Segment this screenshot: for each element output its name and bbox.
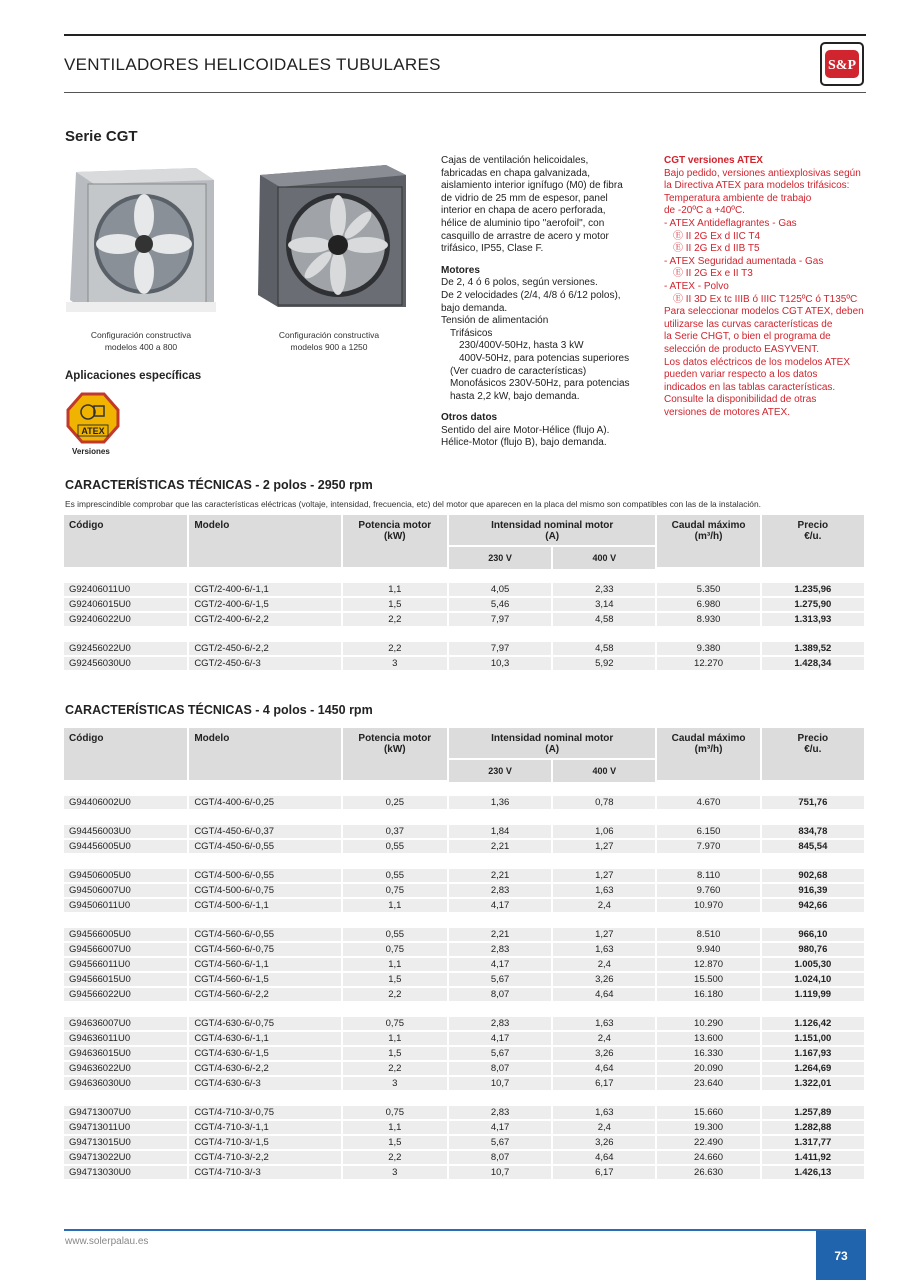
cell-400v: 1,06 <box>553 825 657 840</box>
cell-potencia: 0,55 <box>343 928 449 943</box>
cell-caudal: 24.660 <box>657 1151 761 1166</box>
cell-caudal: 20.090 <box>657 1062 761 1077</box>
spec-table-2-polos <box>64 515 866 672</box>
cell-400v: 6,17 <box>553 1166 657 1181</box>
cell-caudal: 8.510 <box>657 928 761 943</box>
cell-230v: 10,7 <box>449 1077 553 1092</box>
table-row <box>64 613 866 628</box>
cell-precio: 1.313,93 <box>762 613 866 628</box>
desc-line: trifásico, IP55, Clase F. <box>441 243 544 255</box>
cell-400v: 3,26 <box>553 1047 657 1062</box>
table-row <box>64 1106 866 1121</box>
cell-modelo: CGT/2-400-6/-2,2 <box>189 613 342 628</box>
table-row <box>64 796 866 811</box>
cell-230v: 10,3 <box>449 657 553 672</box>
col-potencia: Potencia motor (kW) <box>343 515 449 569</box>
cell-modelo: CGT/4-710-3/-0,75 <box>189 1106 342 1121</box>
cell-230v: 10,7 <box>449 1166 553 1181</box>
motores-line: 230/400V-50Hz, hasta 3 kW <box>459 340 584 352</box>
cell-230v: 4,17 <box>449 958 553 973</box>
cell-caudal: 8.110 <box>657 869 761 884</box>
cell-codigo: G94566022U0 <box>64 988 189 1003</box>
cell-230v: 2,21 <box>449 928 553 943</box>
cell-modelo: CGT/4-710-3/-1,1 <box>189 1121 342 1136</box>
table-row <box>64 899 866 914</box>
desc-line: Cajas de ventilación helicoidales, <box>441 155 589 166</box>
cell-modelo: CGT/4-560-6/-1,1 <box>189 958 342 973</box>
cell-modelo: CGT/4-500-6/-1,1 <box>189 899 342 914</box>
cell-230v: 8,07 <box>449 1151 553 1166</box>
cell-codigo: G94566015U0 <box>64 973 189 988</box>
cell-caudal: 26.630 <box>657 1166 761 1181</box>
cell-caudal: 22.490 <box>657 1136 761 1151</box>
cell-230v: 5,46 <box>449 598 553 613</box>
header-rule <box>64 92 866 93</box>
section2-title: CARACTERÍSTICAS TÉCNICAS - 4 polos - 1450 rpm <box>65 703 373 717</box>
cell-modelo: CGT/4-560-6/-0,55 <box>189 928 342 943</box>
cell-modelo: CGT/2-400-6/-1,1 <box>189 583 342 598</box>
cell-potencia: 2,2 <box>343 613 449 628</box>
cell-potencia: 0,25 <box>343 796 449 811</box>
table-row <box>64 958 866 973</box>
cell-caudal: 16.330 <box>657 1047 761 1062</box>
desc-line: de vidrio de 25 mm de espesor, panel <box>441 192 608 204</box>
table-row <box>64 825 866 840</box>
cell-precio: 1.151,00 <box>762 1032 866 1047</box>
cell-precio: 1.282,88 <box>762 1121 866 1136</box>
atex-line: Los datos eléctricos de los modelos ATEX <box>664 356 851 368</box>
motores-line: bajo demanda. <box>441 302 508 314</box>
cell-potencia: 3 <box>343 1166 449 1181</box>
cell-modelo: CGT/4-630-6/-1,5 <box>189 1047 342 1062</box>
cell-precio: 1.024,10 <box>762 973 866 988</box>
col-codigo: Código <box>64 515 189 569</box>
cell-modelo: CGT/4-710-3/-3 <box>189 1166 342 1181</box>
table-row <box>64 1047 866 1062</box>
atex-line: utilizarse las curvas características de <box>664 318 833 330</box>
cell-codigo: G94566011U0 <box>64 958 189 973</box>
cell-caudal: 4.670 <box>657 796 761 811</box>
table-row <box>64 583 866 598</box>
cell-potencia: 0,75 <box>343 943 449 958</box>
table-row <box>64 928 866 943</box>
cell-modelo: CGT/4-630-6/-2,2 <box>189 1062 342 1077</box>
cell-codigo: G94456005U0 <box>64 840 189 855</box>
cell-codigo: G94636022U0 <box>64 1062 189 1077</box>
cell-codigo: G94506005U0 <box>64 869 189 884</box>
col-modelo: Modelo <box>189 515 342 569</box>
cell-potencia: 0,37 <box>343 825 449 840</box>
compatibility-note: Es imprescindible comprobar que las características eléctricas (voltaje, intensidad, frecuencia, etc) del motor que aparecen en la placa del mismo son compatibles con las de la instalación. <box>65 499 761 509</box>
cell-codigo: G94713007U0 <box>64 1106 189 1121</box>
atex-line: Ⓔ II 2G Ex e II T3 <box>673 268 753 280</box>
page-number: 73 <box>816 1231 866 1280</box>
cell-modelo: CGT/4-500-6/-0,75 <box>189 884 342 899</box>
versiones-label: Versiones <box>72 447 110 456</box>
table-row <box>64 973 866 988</box>
cell-400v: 4,58 <box>553 642 657 657</box>
cell-230v: 4,17 <box>449 899 553 914</box>
atex-line: Para seleccionar modelos CGT ATEX, deben <box>664 306 864 318</box>
atex-line: la Serie CHGT, o bien el programa de <box>664 331 831 343</box>
cell-codigo: G92406015U0 <box>64 598 189 613</box>
cell-400v: 4,64 <box>553 988 657 1003</box>
cell-codigo: G94506011U0 <box>64 899 189 914</box>
motores-line: De 2 velocidades (2/4, 4/8 ó 6/12 polos), <box>441 289 621 301</box>
cell-precio: 1.411,92 <box>762 1151 866 1166</box>
cell-caudal: 12.870 <box>657 958 761 973</box>
cell-230v: 2,21 <box>449 869 553 884</box>
cell-230v: 7,97 <box>449 642 553 657</box>
atex-title: CGT versiones ATEX <box>664 155 763 166</box>
footer-url[interactable]: www.solerpalau.es <box>65 1236 149 1247</box>
col-intensidad: Intensidad nominal motor (A) <box>449 728 658 760</box>
cell-precio: 1.005,30 <box>762 958 866 973</box>
otros-title: Otros datos <box>441 412 498 424</box>
cell-caudal: 16.180 <box>657 988 761 1003</box>
cell-caudal: 13.600 <box>657 1032 761 1047</box>
table-row <box>64 1121 866 1136</box>
col-230v: 230 V <box>449 547 553 569</box>
cell-modelo: CGT/4-710-3/-1,5 <box>189 1136 342 1151</box>
table-row <box>64 1062 866 1077</box>
motores-line: hasta 2,2 kW, bajo demanda. <box>450 390 580 402</box>
cell-caudal: 6.980 <box>657 598 761 613</box>
logo-text: S&P <box>828 58 856 73</box>
cell-230v: 4,05 <box>449 583 553 598</box>
cell-400v: 2,33 <box>553 583 657 598</box>
cell-precio: 1.428,34 <box>762 657 866 672</box>
desc-line: hélice de aluminio tipo "aerofoil", con <box>441 217 605 229</box>
desc-line: fabricadas en chapa galvanizada, <box>441 167 590 179</box>
cell-precio: 1.317,77 <box>762 1136 866 1151</box>
applications-title: Aplicaciones específicas <box>65 370 202 382</box>
cell-precio: 980,76 <box>762 943 866 958</box>
table-row <box>64 1077 866 1092</box>
cell-codigo: G94456003U0 <box>64 825 189 840</box>
cell-precio: 902,68 <box>762 869 866 884</box>
motores-title: Motores <box>441 264 480 276</box>
cell-caudal: 8.930 <box>657 613 761 628</box>
cell-400v: 2,4 <box>553 1121 657 1136</box>
cell-caudal: 9.940 <box>657 943 761 958</box>
cell-potencia: 1,1 <box>343 1121 449 1136</box>
cell-modelo: CGT/4-400-6/-0,25 <box>189 796 342 811</box>
cell-codigo: G92406011U0 <box>64 583 189 598</box>
cell-400v: 1,27 <box>553 840 657 855</box>
atex-line: Ⓔ II 2G Ex d IIB T5 <box>673 243 760 255</box>
table-row <box>64 657 866 672</box>
cell-400v: 4,64 <box>553 1151 657 1166</box>
cell-modelo: CGT/4-560-6/-1,5 <box>189 973 342 988</box>
desc-line: casquillo de arrastre de acero y motor <box>441 230 609 242</box>
cell-400v: 3,14 <box>553 598 657 613</box>
cell-precio: 966,10 <box>762 928 866 943</box>
cell-precio: 751,76 <box>762 796 866 811</box>
serie-title: Serie CGT <box>65 128 138 145</box>
cell-caudal: 9.380 <box>657 642 761 657</box>
cell-potencia: 1,1 <box>343 1032 449 1047</box>
cell-precio: 1.264,69 <box>762 1062 866 1077</box>
cell-400v: 2,4 <box>553 1032 657 1047</box>
cell-400v: 0,78 <box>553 796 657 811</box>
motores-line: De 2, 4 ó 6 polos, según versiones. <box>441 277 598 289</box>
cell-precio: 1.126,42 <box>762 1017 866 1032</box>
motores-line: 400V-50Hz, para potencias superiores <box>459 352 630 364</box>
col-codigo: Código <box>64 728 189 782</box>
page-title: VENTILADORES HELICOIDALES TUBULARES <box>64 55 441 74</box>
cell-230v: 2,83 <box>449 1017 553 1032</box>
cell-potencia: 1,5 <box>343 598 449 613</box>
atex-hazard-icon <box>66 392 120 444</box>
col-caudal: Caudal máximo (m³/h) <box>657 515 761 569</box>
fan-photo-large <box>254 161 410 311</box>
atex-line: - ATEX - Polvo <box>664 280 729 292</box>
cell-codigo: G94636030U0 <box>64 1077 189 1092</box>
cell-caudal: 5.350 <box>657 583 761 598</box>
cell-400v: 1,63 <box>553 943 657 958</box>
cell-400v: 1,27 <box>553 869 657 884</box>
cell-400v: 2,4 <box>553 958 657 973</box>
col-400v: 400 V <box>553 760 657 782</box>
cell-codigo: G94636007U0 <box>64 1017 189 1032</box>
cell-potencia: 1,5 <box>343 1047 449 1062</box>
table-row <box>64 1166 866 1181</box>
cell-modelo: CGT/2-450-6/-3 <box>189 657 342 672</box>
cell-400v: 3,26 <box>553 1136 657 1151</box>
cell-codigo: G92456030U0 <box>64 657 189 672</box>
cell-potencia: 0,55 <box>343 869 449 884</box>
atex-line: Ⓔ II 2G Ex d IIC T4 <box>673 230 761 242</box>
cell-precio: 1.426,13 <box>762 1166 866 1181</box>
table-row <box>64 988 866 1003</box>
top-rule <box>64 34 866 36</box>
table-row <box>64 642 866 657</box>
table-row <box>64 1151 866 1166</box>
cell-potencia: 0,75 <box>343 884 449 899</box>
motores-line: Tensión de alimentación <box>441 315 549 327</box>
cell-230v: 5,67 <box>449 1047 553 1062</box>
cell-precio: 1.119,99 <box>762 988 866 1003</box>
cell-230v: 2,83 <box>449 884 553 899</box>
table-row <box>64 943 866 958</box>
cell-modelo: CGT/4-710-3/-2,2 <box>189 1151 342 1166</box>
motores-line: Monofásicos 230V-50Hz, para potencias <box>450 378 630 390</box>
col-precio: Precio €/u. <box>762 728 866 782</box>
cell-modelo: CGT/4-630-6/-3 <box>189 1077 342 1092</box>
section1-title: CARACTERÍSTICAS TÉCNICAS - 2 polos - 2950 rpm <box>65 478 373 492</box>
col-modelo: Modelo <box>189 728 342 782</box>
cell-codigo: G94566007U0 <box>64 943 189 958</box>
atex-line: Ⓔ II 3D Ex tc IIIB ó IIIC T125ºC ó T135ºC <box>673 293 858 305</box>
atex-line: de -20ºC a +40ºC. <box>664 205 745 217</box>
sp-logo <box>820 42 864 86</box>
cell-400v: 2,4 <box>553 899 657 914</box>
cell-230v: 2,21 <box>449 840 553 855</box>
cell-codigo: G94506007U0 <box>64 884 189 899</box>
cell-modelo: CGT/2-450-6/-2,2 <box>189 642 342 657</box>
spec-table-4-polos <box>64 728 866 1181</box>
cell-potencia: 2,2 <box>343 642 449 657</box>
cell-caudal: 15.660 <box>657 1106 761 1121</box>
cell-230v: 5,67 <box>449 1136 553 1151</box>
cell-230v: 1,36 <box>449 796 553 811</box>
cell-potencia: 2,2 <box>343 1062 449 1077</box>
cell-230v: 1,84 <box>449 825 553 840</box>
cell-precio: 834,78 <box>762 825 866 840</box>
caption-large-fan: Configuración constructiva modelos 900 a 1250 <box>278 330 380 352</box>
motores-line: Trifásicos <box>450 327 493 339</box>
atex-line: versiones de motores ATEX. <box>664 406 790 418</box>
cell-400v: 4,58 <box>553 613 657 628</box>
cell-codigo: G94566005U0 <box>64 928 189 943</box>
atex-line: indicados en las tablas características. <box>664 381 836 393</box>
cell-modelo: CGT/4-450-6/-0,37 <box>189 825 342 840</box>
cell-precio: 916,39 <box>762 884 866 899</box>
col-potencia: Potencia motor (kW) <box>343 728 449 782</box>
cell-potencia: 0,55 <box>343 840 449 855</box>
cell-precio: 942,66 <box>762 899 866 914</box>
cell-codigo: G94636011U0 <box>64 1032 189 1047</box>
cell-potencia: 3 <box>343 1077 449 1092</box>
col-caudal: Caudal máximo (m³/h) <box>657 728 761 782</box>
col-400v: 400 V <box>553 547 657 569</box>
cell-230v: 8,07 <box>449 1062 553 1077</box>
cell-precio: 1.275,90 <box>762 598 866 613</box>
cell-potencia: 2,2 <box>343 1151 449 1166</box>
cell-potencia: 1,1 <box>343 583 449 598</box>
cell-codigo: G92456022U0 <box>64 642 189 657</box>
cell-potencia: 1,1 <box>343 899 449 914</box>
cell-400v: 5,92 <box>553 657 657 672</box>
cell-modelo: CGT/4-630-6/-1,1 <box>189 1032 342 1047</box>
cell-codigo: G92406022U0 <box>64 613 189 628</box>
motores-line: (Ver cuadro de características) <box>450 365 587 377</box>
cell-potencia: 2,2 <box>343 988 449 1003</box>
cell-precio: 1.389,52 <box>762 642 866 657</box>
cell-400v: 1,63 <box>553 1106 657 1121</box>
cell-400v: 3,26 <box>553 973 657 988</box>
cell-230v: 4,17 <box>449 1032 553 1047</box>
cell-400v: 4,64 <box>553 1062 657 1077</box>
table-row <box>64 840 866 855</box>
otros-line: Hélice-Motor (flujo B), bajo demanda. <box>441 437 607 449</box>
atex-line: - ATEX Seguridad aumentada - Gas <box>664 255 824 267</box>
cell-codigo: G94406002U0 <box>64 796 189 811</box>
cell-230v: 2,83 <box>449 1106 553 1121</box>
cell-modelo: CGT/4-450-6/-0,55 <box>189 840 342 855</box>
col-precio: Precio €/u. <box>762 515 866 569</box>
cell-caudal: 15.500 <box>657 973 761 988</box>
cell-potencia: 0,75 <box>343 1017 449 1032</box>
cell-caudal: 19.300 <box>657 1121 761 1136</box>
cell-codigo: G94713022U0 <box>64 1151 189 1166</box>
caption-small-fan: Configuración constructiva modelos 400 a 800 <box>90 330 192 352</box>
cell-230v: 8,07 <box>449 988 553 1003</box>
desc-line: aislamiento interior ignífugo (M0) de fibra <box>441 180 623 192</box>
cell-400v: 6,17 <box>553 1077 657 1092</box>
cell-modelo: CGT/4-560-6/-0,75 <box>189 943 342 958</box>
cell-codigo: G94636015U0 <box>64 1047 189 1062</box>
cell-potencia: 1,5 <box>343 1136 449 1151</box>
cell-modelo: CGT/4-630-6/-0,75 <box>189 1017 342 1032</box>
cell-caudal: 10.970 <box>657 899 761 914</box>
description-text <box>441 155 641 450</box>
atex-line: Temperatura ambiente de trabajo <box>664 192 812 204</box>
cell-codigo: G94713015U0 <box>64 1136 189 1151</box>
cell-precio: 1.167,93 <box>762 1047 866 1062</box>
cell-precio: 1.322,01 <box>762 1077 866 1092</box>
table-row <box>64 1136 866 1151</box>
fan-photo-small <box>66 162 216 312</box>
desc-line: interior en chapa de acero perforada, <box>441 205 606 217</box>
table-row <box>64 1017 866 1032</box>
cell-precio: 1.257,89 <box>762 1106 866 1121</box>
table-row <box>64 1032 866 1047</box>
cell-potencia: 0,75 <box>343 1106 449 1121</box>
cell-230v: 4,17 <box>449 1121 553 1136</box>
cell-230v: 2,83 <box>449 943 553 958</box>
cell-codigo: G94713030U0 <box>64 1166 189 1181</box>
cell-potencia: 1,1 <box>343 958 449 973</box>
cell-precio: 845,54 <box>762 840 866 855</box>
table-row <box>64 884 866 899</box>
atex-line: selección de producto EASYVENT. <box>664 343 820 355</box>
col-230v: 230 V <box>449 760 553 782</box>
atex-line: pueden variar respecto a los datos <box>664 369 818 381</box>
cell-caudal: 10.290 <box>657 1017 761 1032</box>
cell-400v: 1,63 <box>553 1017 657 1032</box>
footer-rule <box>64 1229 866 1231</box>
cell-codigo: G94713011U0 <box>64 1121 189 1136</box>
atex-info <box>664 155 870 419</box>
table-row <box>64 598 866 613</box>
cell-modelo: CGT/4-500-6/-0,55 <box>189 869 342 884</box>
cell-precio: 1.235,96 <box>762 583 866 598</box>
atex-line: - ATEX Antideflagrantes - Gas <box>664 217 797 229</box>
table-row <box>64 869 866 884</box>
atex-line: la Directiva ATEX para modelos trifásicos: <box>664 180 850 192</box>
cell-caudal: 6.150 <box>657 825 761 840</box>
atex-line: Bajo pedido, versiones antiexplosivas según <box>664 167 861 179</box>
cell-modelo: CGT/4-560-6/-2,2 <box>189 988 342 1003</box>
otros-line: Sentido del aire Motor-Hélice (flujo A). <box>441 424 610 436</box>
cell-potencia: 1,5 <box>343 973 449 988</box>
cell-230v: 5,67 <box>449 973 553 988</box>
cell-caudal: 9.760 <box>657 884 761 899</box>
cell-400v: 1,63 <box>553 884 657 899</box>
cell-caudal: 23.640 <box>657 1077 761 1092</box>
atex-badge-text: ATEX <box>81 426 105 436</box>
cell-modelo: CGT/2-400-6/-1,5 <box>189 598 342 613</box>
atex-line: Consulte la disponibilidad de otras <box>664 394 817 406</box>
col-intensidad: Intensidad nominal motor (A) <box>449 515 658 547</box>
cell-230v: 7,97 <box>449 613 553 628</box>
cell-caudal: 12.270 <box>657 657 761 672</box>
cell-caudal: 7.970 <box>657 840 761 855</box>
cell-potencia: 3 <box>343 657 449 672</box>
cell-400v: 1,27 <box>553 928 657 943</box>
